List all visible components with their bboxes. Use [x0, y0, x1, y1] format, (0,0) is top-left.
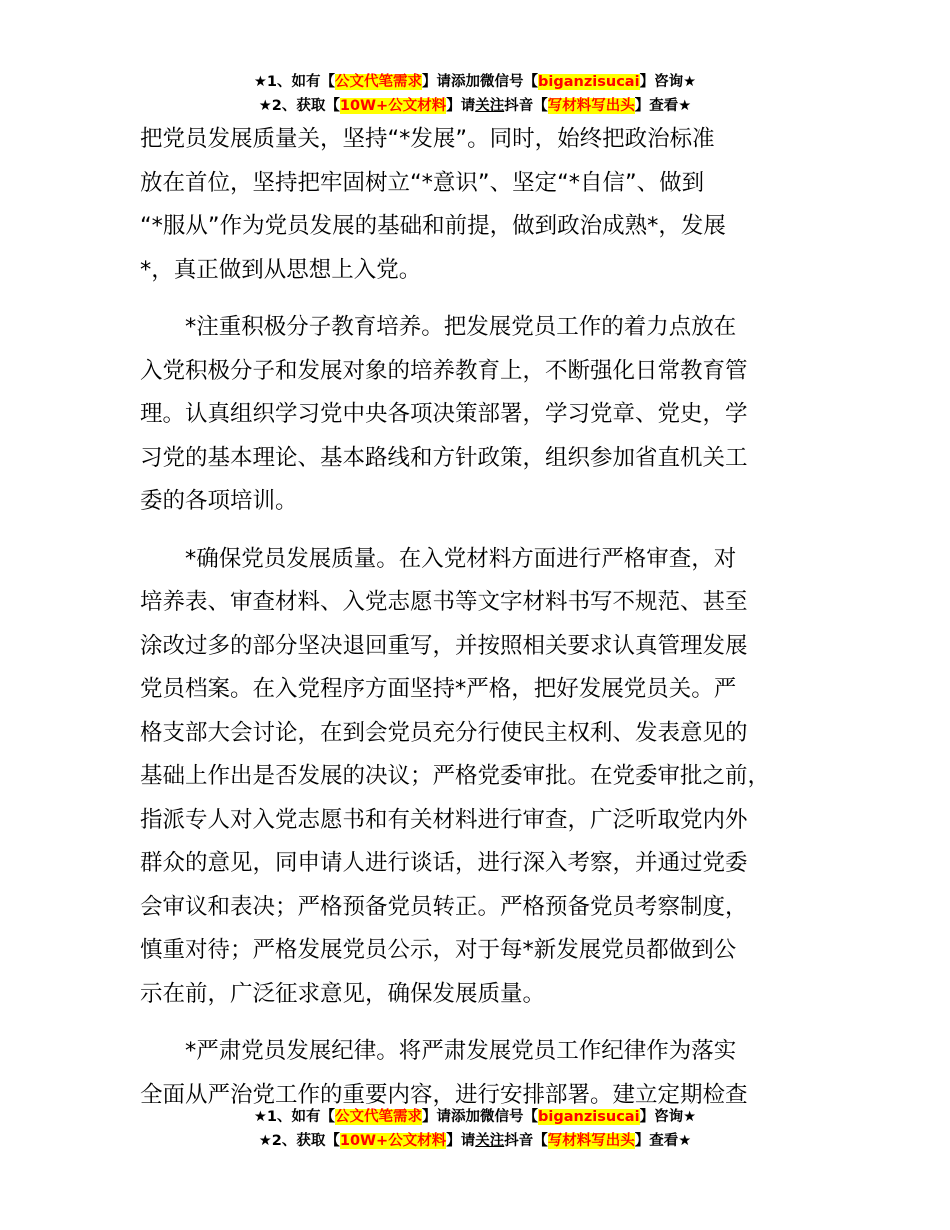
banner-highlight: 10W+公文材料 [339, 1133, 447, 1149]
text-line: 全面从严治党工作的重要内容，进行安排部署。建立定期检查 [140, 1081, 748, 1108]
banner-text: 】咨询★ [639, 1109, 697, 1125]
banner-highlight: biganzisucai [538, 74, 640, 90]
banner-text: 】请 [422, 74, 452, 90]
text-line: 培养表、审查材料、入党志愿书等文字材料书写不规范、甚至 [140, 589, 748, 615]
text-line: 入党积极分子和发展对象的培养教育上，不断强化日常教育管 [140, 357, 748, 384]
text-line: 示在前，广泛征求意见，确保发展质量。 [140, 980, 546, 1007]
banner-emphasis: 添加 [451, 1109, 481, 1125]
banner-line-1 [0, 70, 950, 94]
banner-emphasis: 关注 [475, 98, 505, 114]
banner-text: ★2、获取【 [258, 98, 340, 114]
banner-emphasis: 关注 [475, 1133, 505, 1149]
banner-text: ★1、如有【 [253, 1109, 336, 1125]
text-line: *，真正做到从思想上入党。 [140, 256, 422, 283]
text-line: *注重积极分子教育培养。把发展党员工作的着力点放在 [140, 314, 737, 340]
banner-highlight: 写材料写出头 [547, 1133, 635, 1149]
text-line: 会审议和表决；严格预备党员转正。严格预备党员考察制度， [140, 893, 748, 920]
banner-text: 抖音【 [504, 1133, 548, 1149]
banner-highlight: 10W+公文材料 [339, 98, 447, 114]
banner-text: ★2、获取【 [258, 1133, 340, 1149]
banner-text: 】咨询★ [639, 74, 697, 90]
paragraph [140, 306, 830, 524]
document-body [140, 118, 830, 1117]
text-line: 基础上作出是否发展的决议；严格党委审批。在党委审批之前， [140, 763, 771, 789]
paragraph [140, 538, 830, 1017]
banner-text: 】请 [422, 1109, 452, 1125]
banner-text: 】查看★ [634, 98, 692, 114]
text-line: 涂改过多的部分坚决退回重写，并按照相关要求认真管理发展 [140, 632, 748, 659]
text-line: 指派专人对入党志愿书和有关材料进行审查，广泛听取党内外 [140, 806, 748, 833]
banner-emphasis: 添加 [451, 74, 481, 90]
text-line: 理。认真组织学习党中央各项决策部署，学习党章、党史，学 [140, 401, 748, 427]
text-line: 格支部大会讨论，在到会党员充分行使民主权利、发表意见的 [140, 719, 748, 746]
text-line: 党员档案。在入党程序方面坚持*严格，把好发展党员关。严 [140, 676, 737, 702]
text-line: 慎重对待；严格发展党员公示，对于每*新发展党员都做到公 [140, 937, 737, 963]
text-line: “*服从”作为党员发展的基础和前提，做到政治成熟*，发展 [140, 213, 726, 239]
header-banner [0, 70, 950, 118]
banner-text: 】请 [446, 1133, 476, 1149]
banner-line-1 [0, 1105, 950, 1129]
text-line: *严肃党员发展纪律。将严肃发展党员工作纪律作为落实 [140, 1038, 737, 1064]
banner-highlight: 公文代笔需求 [335, 74, 423, 90]
banner-text: 微信号【 [480, 1109, 539, 1125]
paragraph [140, 118, 830, 292]
text-line: 放在首位，坚持把牢固树立“*意识”、坚定“*自信”、做到 [140, 169, 705, 196]
text-line: 群众的意见，同申请人进行谈话，进行深入考察，并通过党委 [140, 850, 748, 876]
banner-highlight: 写材料写出头 [547, 98, 635, 114]
text-line: 习党的基本理论、基本路线和方针政策，组织参加省直机关工 [140, 444, 748, 471]
footer-banner [0, 1105, 950, 1153]
banner-text: 】请 [446, 98, 476, 114]
banner-text: 抖音【 [504, 98, 548, 114]
banner-text: 微信号【 [480, 74, 539, 90]
text-line: 委的各项培训。 [140, 488, 298, 514]
paragraph [140, 1030, 830, 1117]
banner-text: ★1、如有【 [253, 74, 336, 90]
text-line: *确保党员发展质量。在入党材料方面进行严格审查，对 [140, 545, 737, 572]
banner-line-2 [0, 1129, 950, 1153]
banner-line-2 [0, 94, 950, 118]
banner-highlight: biganzisucai [538, 1109, 640, 1125]
banner-text: 】查看★ [634, 1133, 692, 1149]
banner-highlight: 公文代笔需求 [335, 1109, 423, 1125]
text-line: 把党员发展质量关，坚持“*发展”。同时，始终把政治标准 [140, 126, 715, 152]
